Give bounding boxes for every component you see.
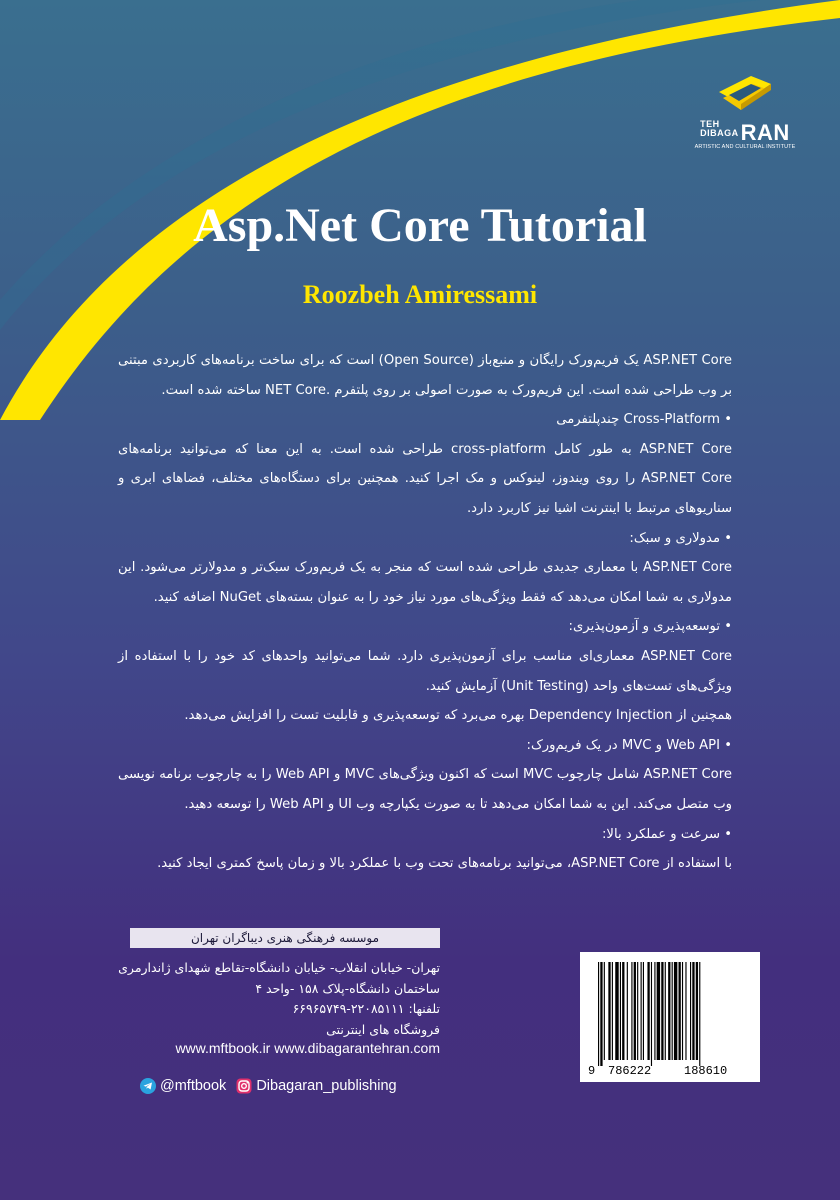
barcode-bar <box>668 962 670 1060</box>
barcode-bar <box>665 962 666 1060</box>
body-paragraph: با استفاده از ASP.NET Core، می‌توانید برنامه‌های تحت وب با عملکرد بالا و زمان پاسخ کمتری ایجاد کنید. <box>157 856 732 872</box>
barcode-bar <box>657 962 660 1060</box>
barcode-bar <box>654 962 655 1060</box>
barcode-bar <box>615 962 618 1060</box>
social-links <box>140 1078 407 1094</box>
body-bullet: • توسعه‌پذیری و آزمون‌پذیری: <box>118 612 732 642</box>
barcode-bar <box>679 962 681 1060</box>
body-paragraph: ASP.NET Core معماری‌ای مناسب برای آزمون‌پذیری دارد. شما می‌توانید واحدهای کد خود را با استفاده از ویژگی‌های تست‌های واحد (Unit Testing) آزمایش کنید. <box>118 648 732 694</box>
barcode-bar <box>631 962 632 1060</box>
website-links[interactable]: www.mftbook.ir www.dibagarantehran.com <box>175 1040 440 1056</box>
book-title: Asp.Net Core Tutorial <box>193 199 647 252</box>
instagram-icon <box>236 1078 252 1094</box>
barcode-bar <box>699 962 700 1066</box>
barcode-bar <box>672 962 673 1060</box>
body-bullet: • سرعت و عملکرد بالا: <box>118 820 732 850</box>
book-logo-icon <box>715 70 775 116</box>
body-paragraph: ASP.NET Core به طور کامل cross-platform طراحی شده است. به این معنا که می‌توانید برنامه‌های ASP.NET Core را روی ویندوز، لینوکس و مک اجرا کنید. همچنین برای دستگاه‌های مختلف، فضاهای ابری و سناریوهای مرتبط با اینترنت اشیا نیز کاربرد دارد. <box>118 441 732 516</box>
address-line: تهران- خیابان انقلاب- خیابان دانشگاه-تقاطع شهدای ژاندارمری <box>118 960 440 975</box>
instagram-link[interactable] <box>236 1078 396 1094</box>
barcode-bar <box>651 962 652 1066</box>
body-bullet: • مدولاری و سبک: <box>118 524 732 554</box>
logo-teh-text: TEH <box>700 119 720 129</box>
barcode-bar <box>622 962 624 1060</box>
logo-dibaga-text: DIBAGA <box>700 128 739 138</box>
barcode-bar <box>604 962 605 1060</box>
barcode-bar <box>600 962 602 1066</box>
barcode-bar <box>690 962 691 1060</box>
barcode-bars <box>580 952 760 1082</box>
description-body <box>118 346 732 879</box>
barcode-bar <box>674 962 677 1060</box>
barcode-bar <box>608 962 610 1060</box>
barcode-bar <box>620 962 621 1060</box>
barcode-bar <box>692 962 694 1060</box>
logo-ran-text: RAN <box>740 120 790 145</box>
barcode-bar <box>637 962 638 1060</box>
telegram-link[interactable] <box>140 1078 226 1094</box>
barcode-bar <box>627 962 628 1060</box>
publisher-logo <box>690 70 800 150</box>
barcode-bar <box>682 962 683 1060</box>
barcode-bar <box>661 962 663 1060</box>
barcode-digit-group: 786222 <box>608 1064 652 1078</box>
body-paragraph: ASP.NET Core شامل چارچوب MVC است که اکنون ویژگی‌های MVC و Web API را به چارچوب برنامه نویسی وب متصل می‌کند. این به شما امکان می‌دهد تا به صورت یکپارچه وب UI و Web API را توسعه دهید. <box>118 767 732 812</box>
body-paragraph: ASP.NET Core یک فریم‌ورک رایگان و منبع‌باز (Open Source) است که برای ساخت برنامه‌های کاربردی مبتنی بر وب طراحی شده است. این فریم‌ورک به صورت اصولی بر روی پلتفرم .NET Core ساخته شده است. <box>118 353 732 398</box>
barcode-bar <box>641 962 642 1060</box>
telegram-icon <box>140 1078 156 1094</box>
isbn-barcode <box>580 952 760 1082</box>
barcode-bar <box>634 962 636 1060</box>
online-stores-label: فروشگاه های اینترنتی <box>326 1021 440 1037</box>
address-line: ساختمان دانشگاه-پلاک ۱۵۸ -واحد ۴ <box>255 980 440 996</box>
barcode-bar <box>612 962 613 1060</box>
book-author: Roozbeh Amiressami <box>302 280 538 309</box>
logo-wordmark <box>690 120 800 146</box>
barcode-digit-group: 188610 <box>684 1064 728 1078</box>
telegram-handle: @mftbook <box>160 1078 227 1094</box>
barcode-digit-first: 9 <box>588 1064 596 1078</box>
publisher-address <box>95 958 440 1040</box>
barcode-bar <box>643 962 644 1060</box>
barcode-bar <box>647 962 649 1060</box>
barcode-bar <box>696 962 698 1060</box>
publisher-name: موسسه فرهنگی هنری دیباگران تهران <box>130 928 440 948</box>
barcode-bar <box>685 962 686 1060</box>
phone-line: تلفنها: ۲۲۰۸۵۱۱۱-۶۶۹۶۵۷۴۹ <box>292 1001 440 1016</box>
body-paragraph: همچنین از Dependency Injection بهره می‌برد که توسعه‌پذیری و قابلیت تست را افزایش می‌دهد. <box>184 708 732 724</box>
body-paragraph: ASP.NET Core با معماری جدیدی طراحی شده است که منجر به یک فریم‌ورک سبک‌تر و مدولارتر می‌شود. این مدولاری به شما امکان می‌دهد که فقط ویژگی‌های مورد نیاز خود را به عنوان بسته‌های NuGet اضافه کنید. <box>118 560 732 605</box>
body-bullet: • Cross-Platform چندپلتفرمی <box>118 405 732 435</box>
barcode-bar <box>598 962 599 1066</box>
instagram-handle: Dibagaran_publishing <box>256 1078 397 1094</box>
logo-subtitle: ARTISTIC AND CULTURAL INSTITUTE <box>694 144 796 150</box>
body-bullet: • Web API و MVC در یک فریم‌ورک: <box>118 731 732 761</box>
